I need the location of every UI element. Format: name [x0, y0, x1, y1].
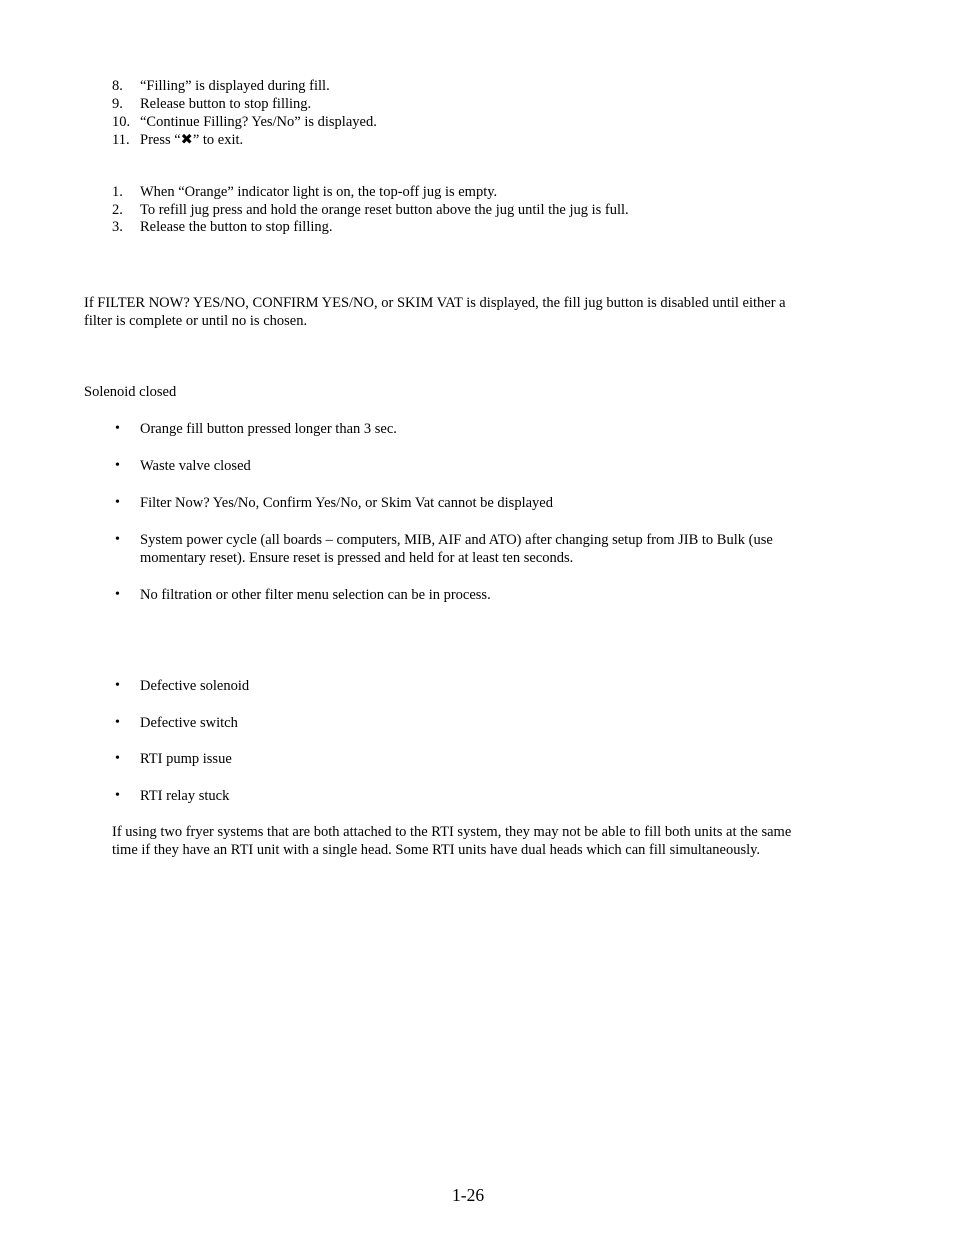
step-text: “Filling” is displayed during fill.: [140, 78, 330, 94]
step-number: 8.: [112, 78, 123, 94]
bullet-text: Defective switch: [140, 715, 238, 731]
step-number: 3.: [112, 219, 123, 235]
bullet-text: System power cycle (all boards – computers, MIB, AIF and ATO) after changing setup from JIB to Bulk (use: [140, 532, 773, 548]
bullet-text: RTI relay stuck: [140, 788, 230, 804]
bullet-text: momentary reset). Ensure reset is pressed and held for at least ten seconds.: [140, 550, 574, 566]
bullet-glyph: •: [115, 678, 120, 693]
note-line: If FILTER NOW? YES/NO, CONFIRM YES/NO, or SKIM VAT is displayed, the fill jug button is disabled until either a: [84, 295, 786, 311]
bullet-text: Filter Now? Yes/No, Confirm Yes/No, or Skim Vat cannot be displayed: [140, 495, 553, 511]
page-number: 1-26: [452, 1185, 485, 1205]
bullet-glyph: •: [115, 495, 120, 510]
step-text: Release the button to stop filling.: [140, 219, 333, 235]
step-number: 1.: [112, 184, 123, 200]
bullet-text: Defective solenoid: [140, 678, 250, 694]
step-number: 11.: [112, 132, 130, 148]
step-number: 2.: [112, 202, 123, 218]
note-line: filter is complete or until no is chosen.: [84, 313, 308, 329]
closing-line: If using two fryer systems that are both attached to the RTI system, they may not be able to fill both units at the same: [112, 824, 792, 840]
step-number: 9.: [112, 96, 123, 112]
step-text: To refill jug press and hold the orange reset button above the jug until the jug is full.: [140, 202, 629, 218]
step-text: Press “✖” to exit.: [140, 132, 244, 148]
bullet-glyph: •: [115, 751, 120, 766]
bullet-text: Waste valve closed: [140, 458, 251, 474]
bullet-glyph: •: [115, 421, 120, 436]
bullet-glyph: •: [115, 587, 120, 602]
solenoid-heading: Solenoid closed: [84, 384, 177, 400]
closing-line: time if they have an RTI unit with a single head. Some RTI units have dual heads which can fill simultaneously.: [112, 842, 761, 858]
bullet-glyph: •: [115, 788, 120, 803]
bullet-glyph: •: [115, 458, 120, 473]
bullet-glyph: •: [115, 532, 120, 547]
step-text: When “Orange” indicator light is on, the top-off jug is empty.: [140, 184, 498, 200]
bullet-glyph: •: [115, 715, 120, 730]
bullet-text: Orange fill button pressed longer than 3 sec.: [140, 421, 397, 437]
bullet-text: RTI pump issue: [140, 751, 232, 767]
bullet-text: No filtration or other filter menu selection can be in process.: [140, 587, 491, 603]
step-text: “Continue Filling? Yes/No” is displayed.: [140, 114, 377, 130]
step-number: 10.: [112, 114, 131, 130]
step-text: Release button to stop filling.: [140, 96, 312, 112]
